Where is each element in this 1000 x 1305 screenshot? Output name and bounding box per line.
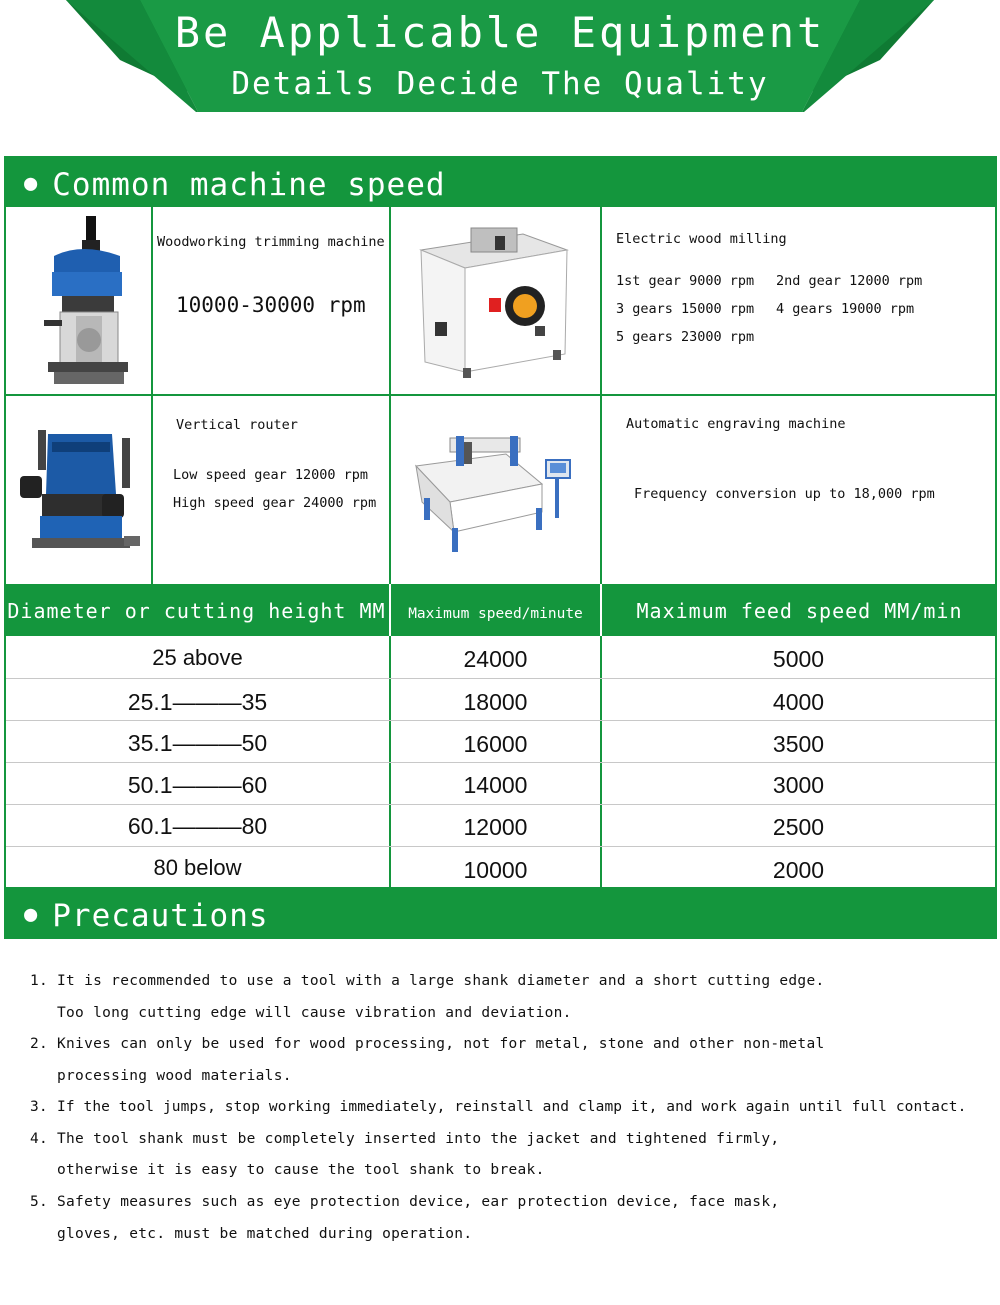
list-item	[30, 1131, 779, 1147]
machine-name: Woodworking trimming machine	[157, 234, 385, 250]
banner-title: Be Applicable Equipment	[174, 8, 826, 57]
machine-name: Vertical router	[176, 417, 298, 433]
row-divider	[6, 720, 995, 721]
list-item-continuation: processing wood materials.	[57, 1068, 292, 1084]
list-item-continuation: gloves, etc. must be matched during operation.	[57, 1226, 473, 1242]
section-title: Common machine speed	[52, 167, 446, 203]
machine-speed: Frequency conversion up to 18,000 rpm	[634, 486, 935, 502]
item-text: The tool shank must be completely inserted into the jacket and tightened firmly,	[57, 1131, 780, 1147]
cell-max-speed: 10000	[463, 857, 528, 883]
list-item-continuation: otherwise it is easy to cause the tool shank to break.	[57, 1162, 545, 1178]
column-header-feed-speed: Maximum feed speed MM/min	[636, 599, 963, 623]
cell-diameter: 25 above	[152, 645, 243, 670]
trimming-machine-photo	[24, 212, 142, 388]
row-divider	[6, 804, 995, 805]
cell-diameter: 60.1———80	[127, 813, 268, 839]
bullet-icon: ●	[24, 902, 39, 927]
cell-feed-speed: 3000	[772, 772, 825, 798]
column-header-max-speed: Maximum speed/minute	[408, 606, 583, 622]
cell-feed-speed: 4000	[772, 689, 825, 715]
row-divider	[6, 846, 995, 847]
item-number: 5.	[30, 1194, 49, 1210]
vertical-router-photo	[12, 424, 148, 556]
item-text: If the tool jumps, stop working immediately, reinstall and clamp it, and work again until full contact.	[57, 1099, 967, 1115]
top-banner	[0, 0, 1000, 118]
cell-feed-speed: 3500	[772, 731, 825, 757]
row-divider	[6, 678, 995, 679]
machine-speed: Low speed gear 12000 rpm	[173, 467, 369, 483]
section-header-precautions	[4, 888, 997, 939]
item-number: 2.	[30, 1036, 49, 1052]
list-item	[30, 1099, 966, 1115]
machine-speed: 2nd gear 12000 rpm	[776, 273, 923, 289]
item-number: 4.	[30, 1131, 49, 1147]
section-header-machine-speed	[4, 156, 997, 206]
list-item	[30, 1194, 779, 1210]
cell-feed-speed: 2500	[772, 814, 825, 840]
cell-max-speed: 12000	[463, 814, 528, 840]
grid-divider	[4, 394, 997, 396]
item-number: 1.	[30, 973, 49, 989]
column-header-diameter: Diameter or cutting height MM	[7, 599, 386, 623]
cell-diameter: 80 below	[153, 855, 242, 880]
banner-subtitle: Details Decide The Quality	[231, 66, 769, 102]
machine-speed: High speed gear 24000 rpm	[173, 495, 377, 511]
item-number: 3.	[30, 1099, 48, 1115]
machine-speed: 10000-30000 rpm	[176, 293, 366, 317]
machine-speed: 5 gears 23000 rpm	[616, 329, 755, 345]
cell-max-speed: 18000	[463, 689, 528, 715]
bullet-icon: ●	[24, 171, 39, 196]
cell-diameter: 35.1———50	[127, 730, 268, 756]
machine-name: Electric wood milling	[616, 231, 787, 247]
item-text: Safety measures such as eye protection device, ear protection device, face mask,	[57, 1194, 780, 1210]
list-item	[30, 973, 825, 989]
cell-diameter: 50.1———60	[127, 772, 268, 798]
machine-speed: 1st gear 9000 rpm	[616, 273, 755, 289]
machine-speed: 3 gears 15000 rpm	[616, 301, 755, 317]
item-text: Knives can only be used for wood processing, not for metal, stone and other non-metal	[57, 1036, 825, 1052]
cell-feed-speed: 2000	[772, 857, 825, 883]
cell-feed-speed: 5000	[772, 646, 825, 672]
section-title: Precautions	[52, 898, 269, 934]
row-divider	[6, 762, 995, 763]
cell-diameter: 25.1———35	[127, 689, 268, 715]
cell-max-speed: 16000	[463, 731, 528, 757]
cell-max-speed: 24000	[463, 646, 528, 672]
machine-name: Automatic engraving machine	[626, 416, 846, 432]
list-item	[30, 1036, 825, 1052]
wood-milling-machine-photo	[415, 222, 570, 380]
list-item-continuation: Too long cutting edge will cause vibration and deviation.	[57, 1005, 572, 1021]
cell-max-speed: 14000	[463, 772, 528, 798]
machine-speed: 4 gears 19000 rpm	[776, 301, 915, 317]
cnc-engraving-machine-photo	[410, 432, 576, 556]
item-text: It is recommended to use a tool with a large shank diameter and a short cutting edge.	[57, 973, 825, 989]
